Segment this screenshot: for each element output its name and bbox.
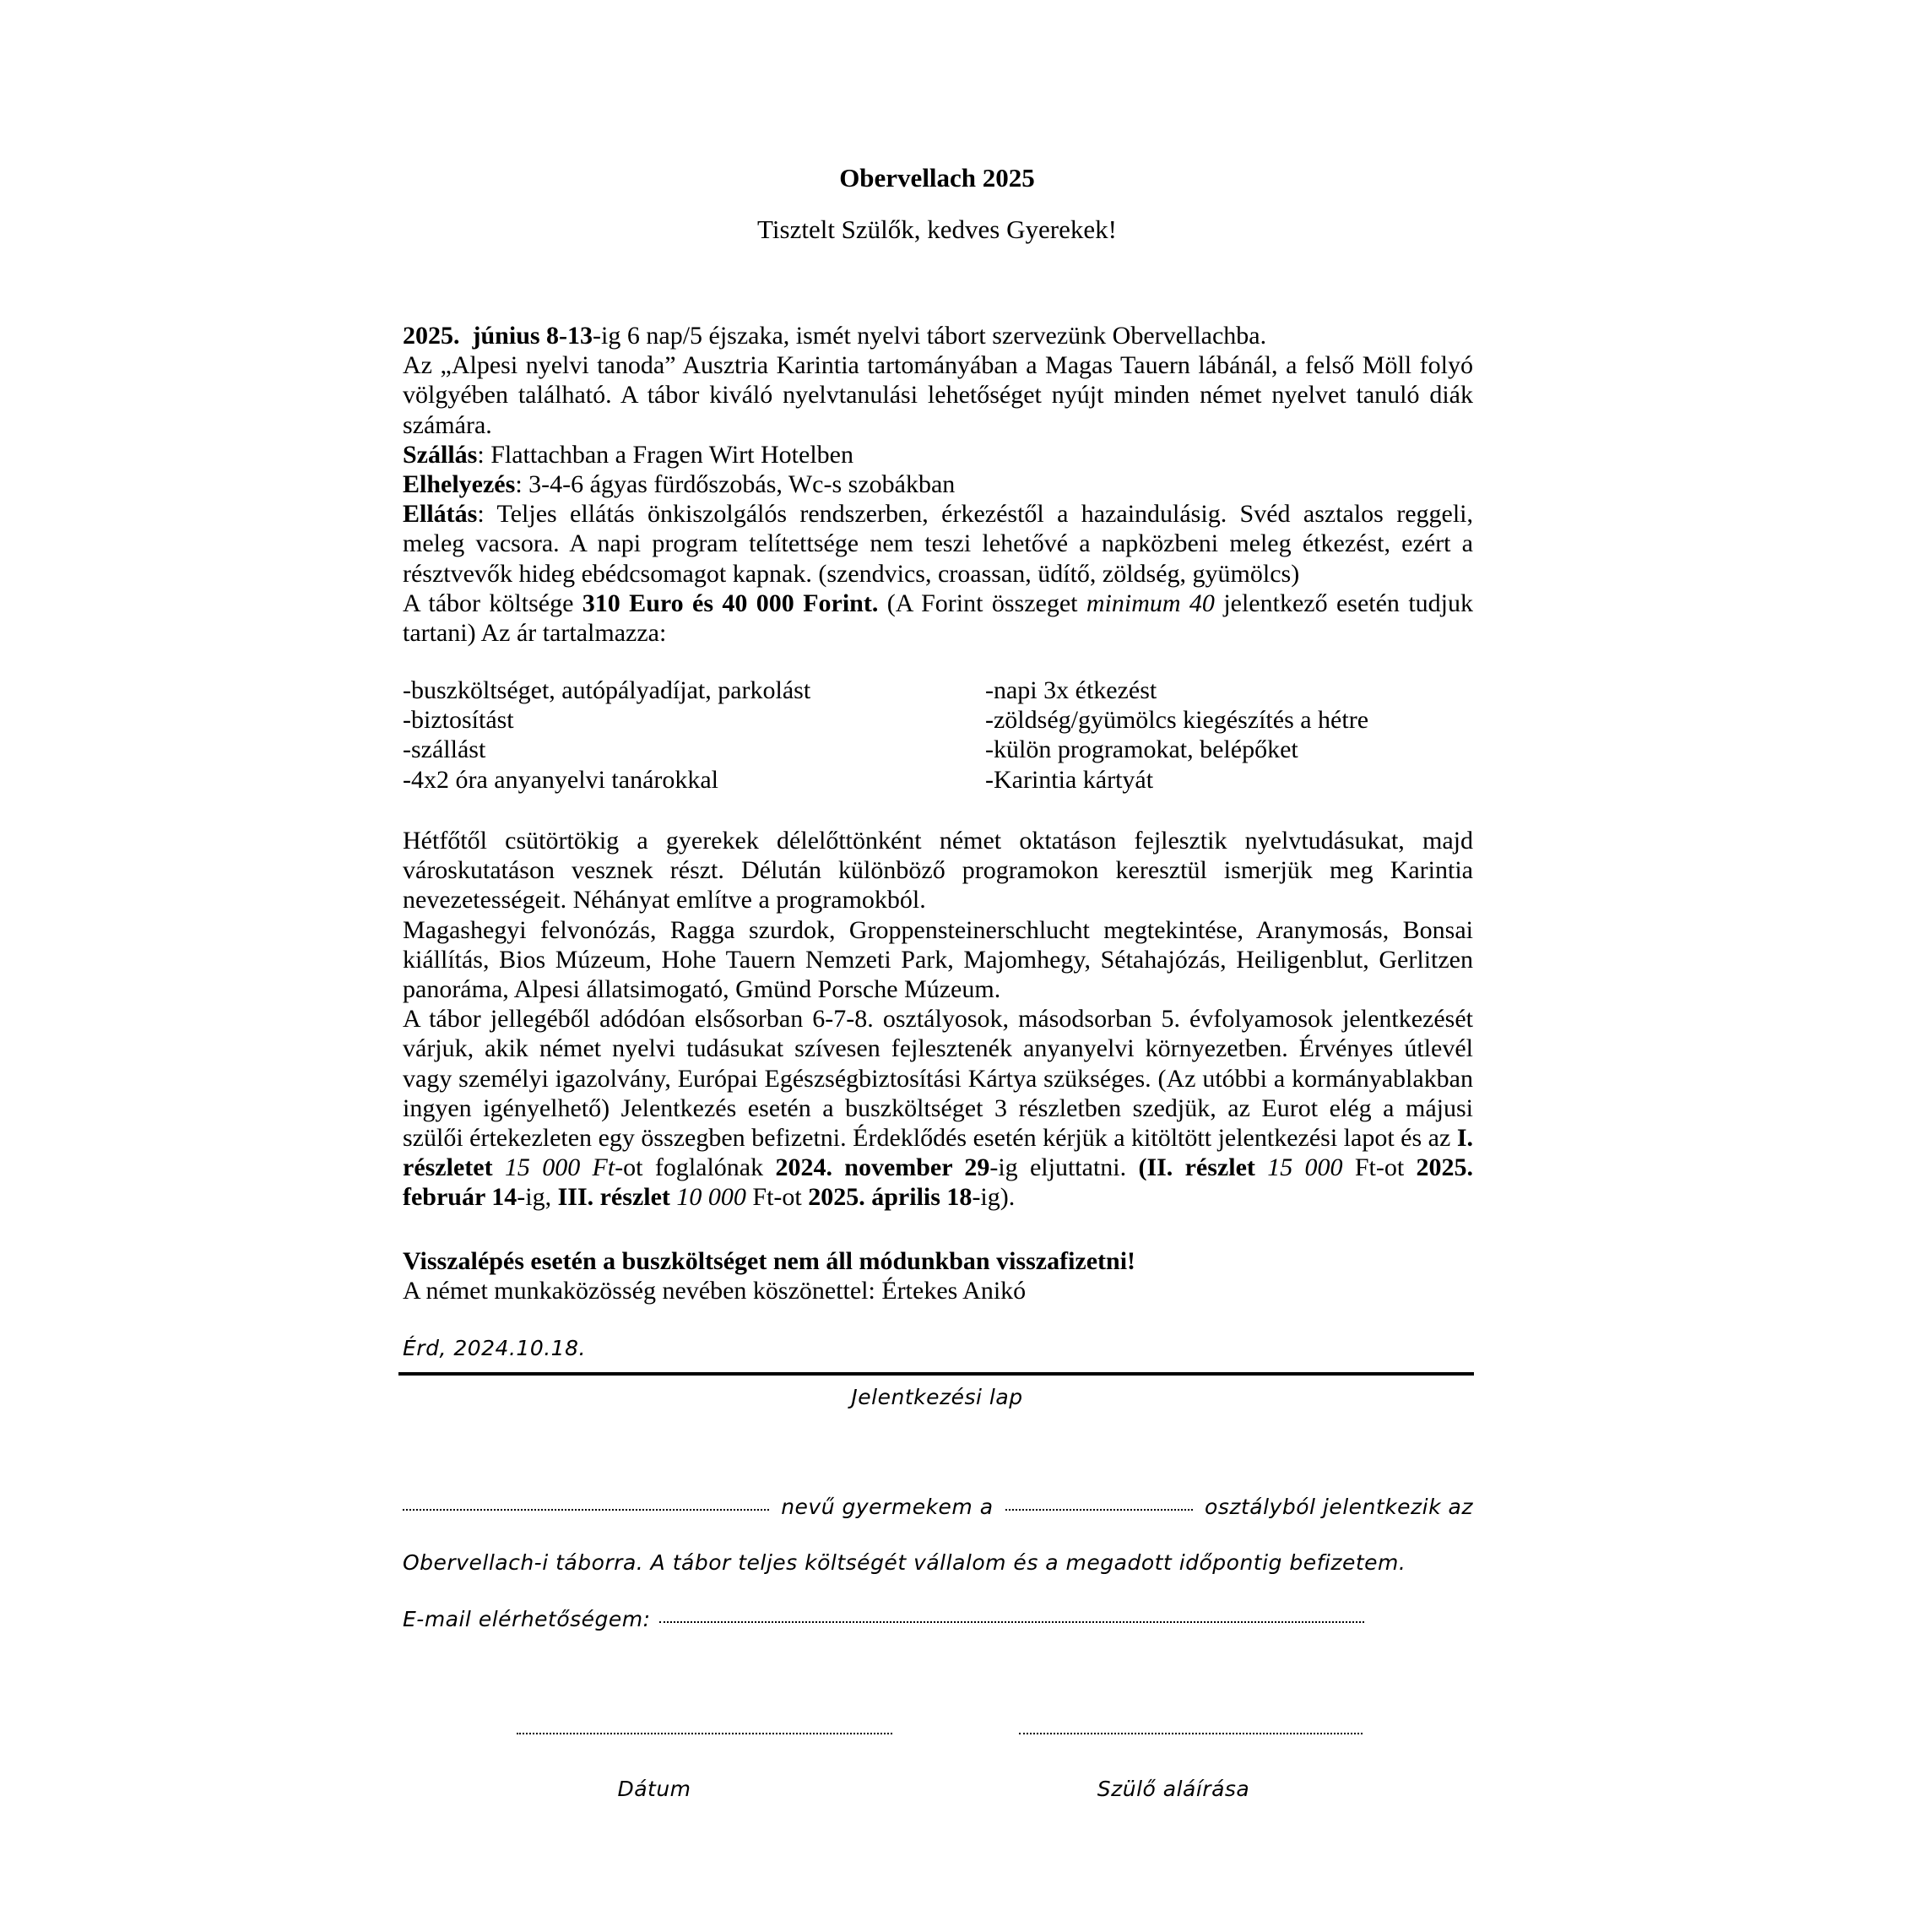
warning-text: Visszalépés esetén a buszköltséget nem áll módunkban visszafizetni! <box>403 1247 1136 1275</box>
page-title: Obervellach 2025 <box>839 163 1035 193</box>
intro-description: Az „Alpesi nyelvi tanoda” Ausztria Karintia tartományában a Magas Tauern lábánál, a felső Möll folyó völgyében található. A tábor kiváló nyelvtanulási lehetőséget nyújt minden német nyelvet tanuló diák számára. <box>403 351 1473 439</box>
date-label: Dátum <box>617 1777 691 1801</box>
lodging-text: : Flattachban a Fragen Wirt Hotelben <box>477 440 853 469</box>
eligibility-text: -ig). <box>972 1183 1016 1212</box>
list-item: -Karintia kártyát <box>985 765 1154 794</box>
catering-label: Ellátás <box>403 500 478 529</box>
signature-label: Szülő aláírása <box>1097 1777 1250 1801</box>
cost-middle: (A Forint összeget <box>878 589 1086 617</box>
intro-dates: június 8-13 <box>472 322 593 350</box>
list-item: -külön programokat, belépőket <box>985 735 1298 764</box>
catering-text: : Teljes ellátás önkiszolgálós rendszerben, érkezéstől a hazaindulásig. Svéd asztalos reggeli, meleg vacsora. A napi program telítettsége nem teszi lehetővé a napközbeni meleg étkezést, ezért a résztvevők hideg ebédcsomagot kapnak. (szendvics, croassan, üdítő, zöldség, gyümölcs) <box>403 500 1473 588</box>
cost-suffix: jelentkező esetén tudjuk tartani) Az ár tartalmazza: <box>403 589 1473 648</box>
list-item: -szállást <box>403 735 486 764</box>
list-item: -napi 3x étkezést <box>985 676 1157 704</box>
second-installment: (II. részlet <box>1138 1153 1255 1182</box>
child-label: nevű gyermekem a <box>781 1495 994 1519</box>
list-item: -buszköltséget, autópályadíjat, parkolást <box>403 676 811 704</box>
email-field[interactable] <box>659 1621 1364 1623</box>
first-installment: I. részletet <box>403 1124 1473 1182</box>
placement-text: : 3-4-6 ágyas fürdőszobás, Wc-s szobákban <box>515 470 956 499</box>
lodging-line <box>403 440 1473 469</box>
cost-minimum: minimum 40 <box>1086 589 1215 617</box>
date-place: Érd, 2024.10.18. <box>403 1336 586 1360</box>
list-item: -zöldség/gyümölcs kiegészítés a hétre <box>985 706 1369 735</box>
greeting: Tisztelt Szülők, kedves Gyerekek! <box>757 214 1117 244</box>
program-section <box>403 826 1473 1213</box>
second-deadline: 2025. február 14 <box>403 1153 1474 1212</box>
list-item: -4x2 óra anyanyelvi tanárokkal <box>403 765 719 794</box>
date-field[interactable] <box>517 1733 892 1734</box>
second-installment-amount: 15 000 <box>1267 1153 1343 1182</box>
child-name-field[interactable] <box>403 1509 769 1511</box>
third-installment: III. részlet <box>557 1183 670 1212</box>
signoff-text: A német munkaközösség nevében köszönettel: Értekes Anikó <box>403 1277 1027 1305</box>
program-intro: Hétfőtől csütörtökig a gyerekek délelőttönként német oktatáson fejlesztik nyelvtudásukat, majd városkutatáson vesznek részt. Délután különböző programokon keresztül ismerjük meg Karintia nevezetességeit. Néhányat említve a programokból. <box>403 827 1473 914</box>
form-child-line <box>403 1495 1473 1519</box>
first-deadline: 2024. november 29 <box>775 1153 990 1182</box>
third-installment-amount: 10 000 <box>669 1183 746 1212</box>
signature-field[interactable] <box>1019 1733 1363 1734</box>
program-list: Magashegyi felvonózás, Ragga szurdok, Groppensteinerschlucht megtekintése, Aranymosás, Bonsai kiállítás, Bios Múzeum, Hohe Tauern Nemzeti Park, Majomhegy, Sétahajózás, Heiligenblut, Gerlitzen panoráma, Alpesi állatsimogató, Gmünd Porsche Múzeum. <box>403 915 1473 1004</box>
lodging-label: Szállás <box>403 440 478 469</box>
placement-line <box>403 469 1473 499</box>
includes-left-column <box>403 676 810 795</box>
email-label: E-mail elérhetőségem: <box>403 1607 651 1631</box>
eligibility-text: -ig eljuttatni. <box>989 1153 1139 1182</box>
form-title: Jelentkezési lap <box>851 1385 1023 1409</box>
eligibility-text: Ft-ot <box>1342 1153 1417 1182</box>
includes-right-column <box>985 676 1368 795</box>
divider <box>398 1372 1474 1376</box>
form-commitment: Obervellach-i táborra. A tábor teljes költségét vállalom és a megadott időpontig befizetem. <box>403 1550 1406 1575</box>
cost-amount: 310 Euro és 40 000 Forint. <box>582 589 879 617</box>
main-text <box>403 321 1473 648</box>
eligibility-text: Ft-ot <box>745 1183 809 1212</box>
intro-year: 2025. <box>403 322 460 350</box>
third-deadline: 2025. április 18 <box>808 1183 973 1212</box>
catering-paragraph <box>403 499 1473 589</box>
eligibility-text: -ig, <box>517 1183 558 1212</box>
intro-dates-rest: -ig 6 nap/5 éjszaka, ismét nyelvi tábort szervezünk Obervellachba. <box>593 322 1267 350</box>
class-label: osztályból jelentkezik az <box>1205 1495 1473 1519</box>
cost-prefix: A tábor költsége <box>403 589 582 617</box>
eligibility-paragraph <box>403 1004 1473 1212</box>
list-item: -biztosítást <box>403 706 514 735</box>
closing-section <box>403 1246 1473 1305</box>
placement-label: Elhelyezés <box>403 470 516 499</box>
intro-paragraph <box>403 321 1473 350</box>
cost-paragraph <box>403 589 1473 648</box>
eligibility-text: A tábor jellegéből adódóan elsősorban 6-7-8. osztályosok, másodsorban 5. évfolyamosok jelentkezését várjuk, akik német nyelvi tudásukat szívesen fejlesztenék anyanyelvi környezetben. Érvényes útlevél vagy személyi igazolvány, Európai Egészségbiztosítási Kártya szükséges. (Az utóbbi a kormányablakban ingyen igényelhető) Jelentkezés esetén a buszköltséget 3 részletben szedjük, az Eurot elég a májusi szülői értekezleten egy összegben befizetni. Érdeklődés esetén kérjük a kitöltött jelentkezési lapot és az <box>403 1005 1473 1153</box>
class-field[interactable] <box>1005 1509 1193 1511</box>
form-email-line <box>403 1607 1364 1631</box>
first-installment-amount: 15 000 Ft <box>492 1153 615 1182</box>
eligibility-text: -ot foglalónak <box>615 1153 776 1182</box>
